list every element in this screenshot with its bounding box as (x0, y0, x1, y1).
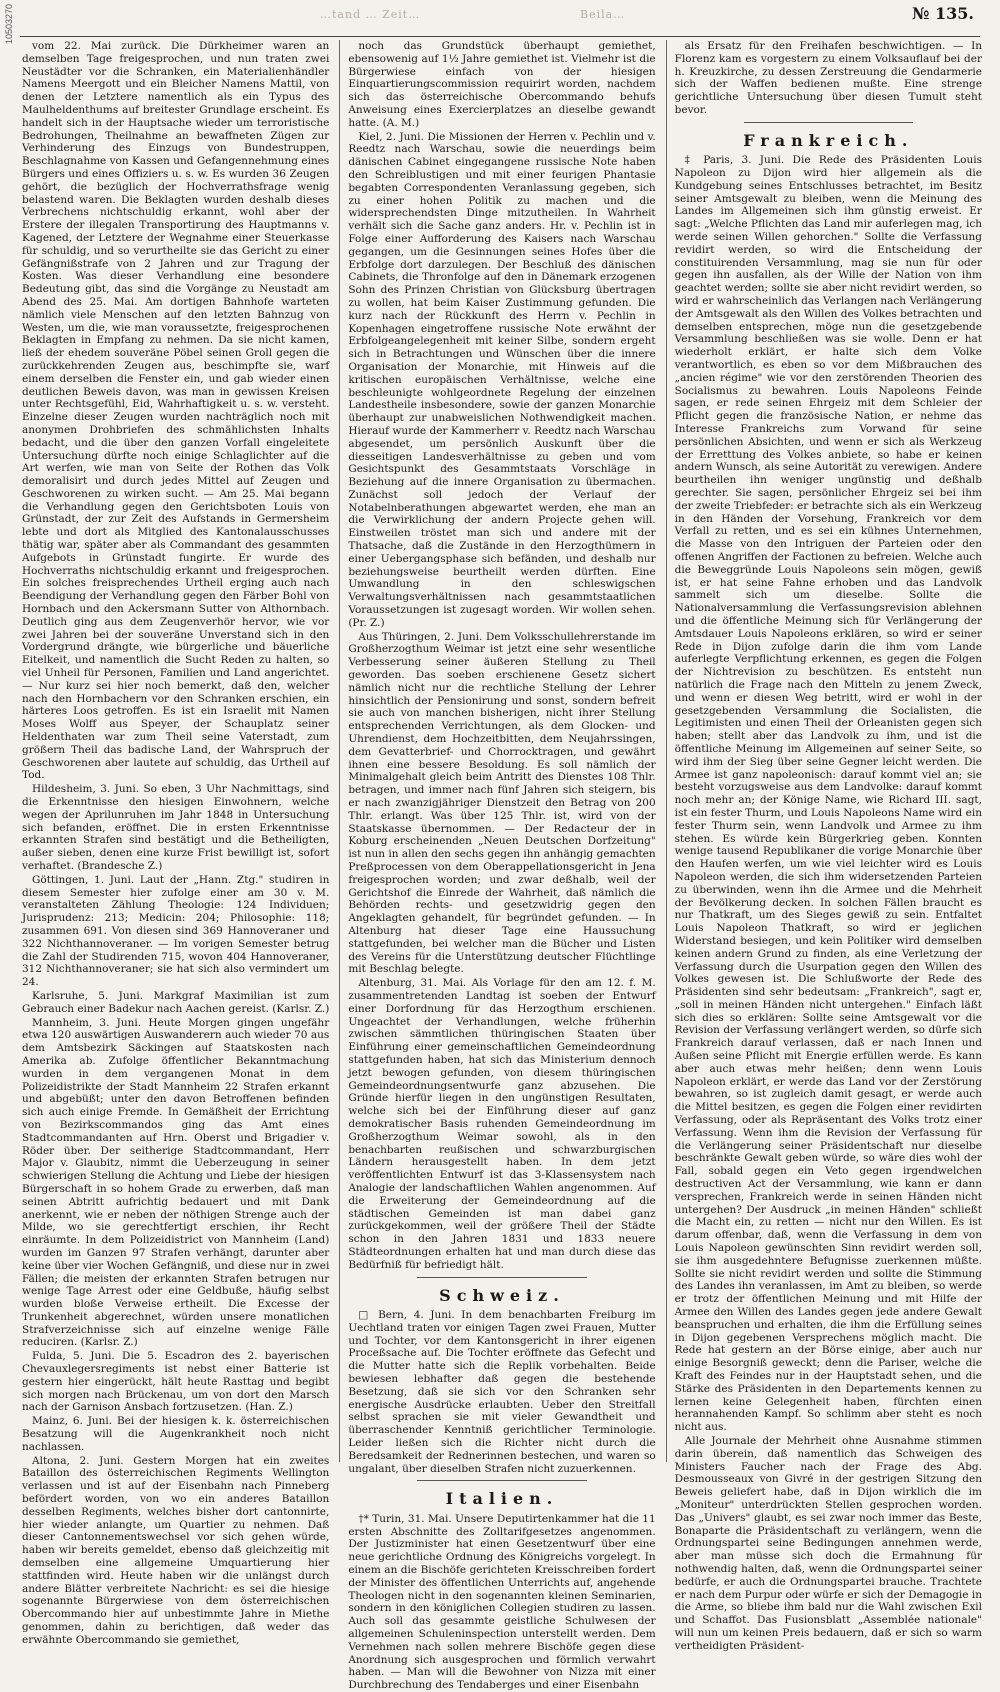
masthead-bleedthrough-right: Beila… (580, 8, 626, 21)
article-bern: □ Bern, 4. Juni. In dem benachbarten Freiburg im Uechtland traten vor einigen Tagen zwei Frauen, Mutter und Tochter, vor dem Kantonsgericht in ihrer eigenen Proceßsache auf. Die Tochter eröffnete das Gefecht und die Mutter hatte sich die Replik vorbehalten. Beide bewiesen lebhafter daß gegen die bestehende Besetzung, daß sie sich vor den Schranken sehr energische Ausdrücke erlaubten. Ueber den Streitfall selbst sprachen sie mit vieler Gewandtheit und überraschender Kenntniß gerichtlicher Terminologie. Leider ließen sich die Richter nicht durch die Beredsamkeit der Rednerinnen bestechen, und waren so ungalant, über dieselben Strafen nicht zuzuerkennen. (348, 1309, 656, 1475)
article-journale: Alle Journale der Mehrheit ohne Ausnahme stimmen darin überein, daß namentlich das Schweigen des Ministers Faucher nach der Frage des Abg. Desmousseaux von Givré in der gestrigen Sitzung den Beweis geliefert habe, daß in Dijon wirklich die im „Moniteur" unterdrückten Stellen gesprochen worden. Das „Univers" glaubt, es sei zwar noch immer das Beste, Bonaparte die Präsidentschaft zu verlängern, wenn die Ordnungspartei seine Bedingungen annehmen werde, aber man müsse sich doch die Ermahnung für nothwendig halten, daß, wenn die Ordnungspartei seiner bedürfe, er auch die Ordnungspartei brauche. Trachtete er nach dem Purpur oder würfe er sich der Demagogie in die Arme, so bliebe ihm bald nur die Wahl zwischen Exil und Schaffot. Das Fusionsblatt „Assemblée nationale" will nun um keinen Preis bedauern, daß er sich so warm vertheidigten Präsident- (674, 1434, 982, 1652)
issue-number: № 135. (912, 4, 974, 23)
section-divider (417, 1277, 586, 1278)
article-paris: ‡ Paris, 3. Juni. Die Rede des Präsidenten Louis Napoleon zu Dijon wird hier allgemein als die Kundgebung seines Entschlusses betrachtet, im Besitz seiner Amtsgewalt zu bleiben, wenn die Meinung des Landes im Allgemeinen sich ihm günstig erweist. Er sagt: „Welche Pflichten das Land mir auferlegen mag, ich werde seinen Willen gehorchen." Sollte die Verfassung revidirt werden, so wird die Entscheidung der constituirenden Versammlung, mag sie nun für oder gegen ihn ausfallen, als der Wille der Nation von ihm geachtet werden; sollte sie aber nicht revidirt werden, so wird er wahrscheinlich das Verlangen nach Verlängerung der Amtsgewalt als den Willen des Volkes betrachten und demselben entsprechen, möge nun die gesetzgebende Versammlung beschließen was sie wolle. Denn er hat wiederholt erklärt, er halte sich dem Volke verantwortlich, es eben so vor dem Mißbrauchen des „ancien régime" wie vor den zerstörenden Theorien des Socialismus zu bewahren. Louis Napoleons Feinde sagen, er rede seinen Ehrgeiz mit dem Schleier der Pflicht gegen die französische Nation, er nehme das Interesse Frankreichs zum Vorwand für seine persönlichen Absichten, und wenn er sich als Werkzeug der Erretttung des Volkes anbiete, so habe er keinen andern Wunsch, als seine Autorität zu verewigen. Andere beurtheilen ihn weniger ungünstig und deßhalb gerechter. Sie sagen, persönlicher Ehrgeiz sei bei ihm der zweite Triebfeder: er betrachte sich als ein Werkzeug in den Händen der Vorsehung, Frankreich vor dem Verfall zu retten, und es sei ein kühnes Unternehmen, die Masse von den Intriguen der Parteien oder den offenen Angriffen der Factionen zu befreien. Welche auch die Beweggründe Louis Napoleons sein mögen, gewiß ist, er hat seine Fahne erhoben und das Landvolk sammelt sich um dieselbe. Sollte die Nationalversammlung die Verfassungsrevision ablehnen und die öffentliche Meinung sich für Verlängerung der Amtsdauer Louis Napoleons erklären, so wird er seiner Rede in Dijon zufolge darin die ihm vom Lande auferlegte Verpflichtung erkennen, es gegen die Folgen der Nichtrevision zu beschützen. Es entsteht nun natürlich die Frage nach den Mitteln zu jenem Zweck, und wenn er diesen Weg betritt, wird er wohl in der gesetzgebenden Versammlung die Socialisten, die Legitimisten und einen Theil der Orleanisten gegen sich haben; stellt aber das Landvolk zu ihm, und ist die öffentliche Meinung im Allgemeinen auf seiner Seite, so wird ihm der Sieg über seine Gegner leicht werden. Die Armee ist ganz napoleonisch: darauf kommt viel an; sie besteht vorzugsweise aus dem Landvolke: darauf kommt noch mehr an; der Könige Name, wie Richard III. sagt, ist ein fester Thurm, und Louis Napoleons Name wird ein fester Thurm sein, wenn Landvolk und Armee zu ihm stehen. Es würde kein Bürgerkrieg geben. Konnten wenige tausend Republikaner die vorige Monarchie über den Haufen werfen, um wie viel leichter wird es Louis Napoleon werden, die sich ihm widersetzenden Parteien zu überwinden, wenn ihn die Armee und die Mehrheit der Bevölkerung decken. In solchen Fällen braucht es nur Thatkraft, um des Sieges gewiß zu sein. Entfaltet Louis Napoleon Thatkraft, so wird er jeglichen Widerstand besiegen, und kein Politiker wird demselben keinen andern Grund zu finden, als eine Verletzung der Verfassung durch die Usurpation gegen den Willen des Volkes gewesen ist. Die Schlußworte der Rede des Präsidenten sind sehr bedeutsam: „Frankreich", sagt er, „soll in meinen Händen nicht untergehen." Einfach läßt sich dies so erklären: Sollte seine Amtsgewalt vor die Revision der Verfassung verlängert werden, so dürfe sich Frankreich darauf verlassen, daß er nach Innen und Außen seine Pflicht mit Energie erfüllen werde. Es kann aber auch etwas mehr heißen; denn wenn Louis Napoleon erklärt, er werde das Land vor der Zerstörung bewahren, so ist zugleich damit gesagt, er werde auch die Mittel besitzen, es gegen die Folgen einer revidirten Verfassung, oder als Repräsentant des Volks trotz einer Verfassung. Wenn ihm die Revision der Verfassung für die Verlängerung seiner Präsidentschaft nur dieselbe beschränkte Gewalt geben würde, so wäre dies wohl der Fall, sobald gegen ein Veto gegen irgendwelchen destructiven Act der Versammlung, wie kann er dann versprechen, Frankreich werde in seinen Händen nicht untergehen? Der Ausdruck „in meinen Händen" schließt die Macht ein, zu retten — nicht nur den Willen. Es ist darum offenbar, daß, wenn die Verfassung in dem von Louis Napoleon gewünschten Sinn revidirt werden soll, sie ihm ausgedehntere Befugnisse zuerkennen müßte. Sollte sie nicht revidirt werden und sollte die Stimmung des Landes ihn veranlassen, im Amt zu bleiben, so werde er trotz der öffentlichen Meinung und mit Hilfe der Armee den Willen des Landes gegen jede andere Gewalt beanspruchen und erhalten, die ihm die Erfüllung seines in Dijon gegebenen Versprechens möglich macht. Die Rede hat gestern an der Börse einige, aber auch nur einige Besorgniß geweckt; denn die Pariser, welche die Kraft des Feindes nur in der Hauptstadt sehen, und die Stärke des Präsidenten in den Departements kennen zu lernen keine Gelegenheit haben, fürchten einen herannahenden Kampf. So schlimm aber steht es noch nicht aus. (674, 154, 982, 1434)
article-altona: Altona, 2. Juni. Gestern Morgen hat ein zweites Bataillon des österreichischen Regiments Wellington verlassen und ist auf der Eisenbahn nach Pinneberg befördert worden, von wo ein anderes Bataillon desselben Regiments, welches bisher dort cantonnirte, hier wieder anlangte, um Quartier zu nehmen. Daß dieser Cantonnementswechsel vor sich gehen würde, haben wir bereits gemeldet, ebenso daß gleichzeitig mit demselben eine allgemeine Umquartierung hier stattfinden wird. Heute haben wir die unlängst durch andere Blätter verbreitete Nachricht: es sei die hiesige sogenannte Bürgerwiese von dem österreichischen Obercommando hier auf unbestimmte Jahre in Miethe genommen, dahin zu berichtigen, daß weder das erwähnte Obercommando sie gemiethet, (22, 1454, 330, 1646)
article-turin: †* Turin, 31. Mai. Unsere Deputirtenkammer hat die 11 ersten Abschnitte des Zolltarifgesetzes angenommen. Der Justizminister hat einen Gesetzentwurf über eine neue gerichtliche Ordnung des Königreichs vorgelegt. In einem an die Bischöfe gerichteten Kreisschreiben fordert der Minister des öffentlichen Unterrichts auf, angehende Theologen nicht in den sogenannten kleinen Seminarien, sondern in den königlichen Collegien studiren zu lassen. Auch soll das gesammte geistliche Schulwesen der allgemeinen Schuleninspection unterstellt werden. Dem Vernehmen nach sollen mehrere Bischöfe gegen diese Anordnung sich ausgesprochen und förmlich verwahrt haben. — Man will die Bewohner von Nizza mit einer Durchbrechung des Tendaberges und einer Eisenbahn (348, 1512, 656, 1692)
article-mainz: Mainz, 6. Juni. Bei der hiesigen k. k. österreichischen Besatzung will die Augenkrankheit noch nicht nachlassen. (22, 1415, 330, 1453)
article-mannheim: Mannheim, 3. Juni. Heute Morgen gingen ungefähr etwa 120 auswärtigen Auswanderern auch wieder 70 aus dem Amtsbezirk Säckingen auf Staatskosten nach Amerika ab. Zufolge öffentlicher Bekanntmachung wurden in dem vergangenen Monat in dem Polizeidistrikte der Stadt Mannheim 22 Strafen erkannt und abgebüßt; unter den davon Betroffenen befinden sich auch einige Fremde. In Gemäßheit der Errichtung von Bezirkscommandos ging das Amt eines Stadtcommandanten auf Hrn. Oberst und Brigadier v. Röder über. Der seitherige Stadtcommandant, Herr Major v. Glaubitz, nimmt die Ueberzeugung in seiner schwierigen Stellung die Achtung und Liebe der hiesigen Bürgerschaft in so hohem Grade zu erwerben, daß man seinen Abtritt aufrichtig bedauert und mit Dank anerkennt, wie er neben der nöthigen Strenge auch der Milde, wo sie gerechtfertigt erschien, ihr Recht einräumte. In dem Polizeidistrict von Mannheim (Land) wurden im Ganzen 97 Strafen verhängt, darunter aber keine über vier Wochen Gefängniß, und diese nur in zwei Fällen; die meisten der erkannten Strafen betrugen nur wenige Tage Arrest oder eine Geldbuße, häufig selbst wurden bloße Verweise ertheilt. Die Excesse der Trunkenheit abgerechnet, würden unsere monatlichen Strafverzeichnisse sich auf einzelne wenige Fälle reduciren. (Karlsr. Z.) (22, 1016, 330, 1349)
article-goettingen: Göttingen, 1. Juni. Laut der „Hann. Ztg." studiren in diesem Semester hier zufolge einer am 30 v. M. veranstalteten Zählung Theologie: 124 Individuen; Jurisprudenz: 213; Medicin: 204; Philosophie: 118; zusammen 691. Von diesen sind 369 Hannoveraner und 322 Nichthannoveraner. — Im vorigen Semester betrug die Zahl der Studirenden 715, wovon 404 Hannoveraner, 312 Nichthannoveraner; sie hat sich also vermindert um 24. (22, 873, 330, 989)
section-heading-italien: Italien. (445, 1489, 559, 1509)
article-pfalz-trials: vom 22. Mai zurück. Die Dürkheimer waren an demselben Tage freigesprochen, und nun traten zwei Neustädter vor die Schranken, ein Materialienhändler Namens Meergott und ein Bleicher Namens Mattil, von denen der Letztere namentlich als ein Typus des Maulheldenthums auf breitester Grundlage erscheint. Es handelt sich in der Hauptsache wieder um terroristische Bedrohungen, Theilnahme an bewaffneten Zügen zur Verhinderung des Einzugs von Bundestruppen, Beschlagnahme von Kassen und Gefangennehmung eines Bürgers und eines Offiziers u. s. w. Es wurden 36 Zeugen gehört, die bezüglich der Hochverrathsfrage wenig belastend waren. Die Beklagten wurden deshalb dieses Verbrechens nichtschuldig erkannt, wohl aber der Erstere der illegalen Transportirung des Hauptmanns v. Kagened, der Letztere der Wegnahme einer Steuerkasse für schuldig, und so verurtheilte sie das Gericht zu einer Gefängnißstrafe von 2 Jahren und zur Tragung der Kosten. Was dieser Verhandlung eine besondere Bedeutung gibt, das sind die Vorgänge zu Neustadt am Abend des 25. Mai. Am dortigen Bahnhofe warteten nämlich viele Menschen auf den letzten Bahnzug von Westen, um die, wie man voraussetzte, freigesprochenen Beklagten in Empfang zu nehmen. Da sie nicht kamen, ließ der ehedem souveräne Pöbel seinen Groll gegen die zurückkehrenden Zeugen aus, beschimpfte sie, warf einem derselben die Fenster ein, und gab wieder einen deutlichen Beweis davon, was man in gewissen Kreisen unter Rechtsgefühl, Eid, Wahrhaftigkeit u. s. w. versteht. Einzelne dieser Zeugen wurden nachträglich noch mit anonymen Drohbriefen des schmählichsten Inhalts bedacht, und die über den ganzen Vorfall eingeleitete Untersuchung dürfte noch einige Schlaglichter auf die Art werfen, wie man von Seite der Rothen das Volk demoralisirt und durch jedes Mittel auf Zeugen und Geschworenen zu wirken sucht. — Am 25. Mai begann die Verhandlung gegen den Gerichtsboten Louis von Grünstadt, der zur Zeit des Aufstands in Germersheim lebte und dort als Mitglied des Kantonalausschusses thätig war, später aber als Commandant des gesammten Aufgebots in Grünstadt fungirte. Er wurde des Hochverraths nichtschuldig erkannt und freigesprochen. Ein solches freisprechendes Urtheil erging auch nach Beendigung der Verhandlung gegen den Färber Bohl von Hornbach und den Ackersmann Sutter von Althornbach. Deutlich ging aus dem Zeugenverhör hervor, wie vor zwei Jahren bei der souveräne Unverstand sich in den Vordergrund drängte, wie bürgerliche und bäuerliche Eitelkeit, und namentlich die Sucht Reden zu halten, so viel Unheil für Personen, Familien und Land angerichtet. — Nur kurz sei hier noch bemerkt, daß den, welcher nach den Hornbachern vor den Schranken erschien, ein härteres Loos getroffen. Es ist ein Israelit mit Namen Moses Wolff aus Speyer, der Schauplatz seiner Heldenthaten war zum Theil seine Vaterstadt, zum größern Theil das badische Land, der Wahrspruch der Geschworenen aber lautete auf schuldig, das Urtheil auf Tod. (22, 40, 330, 782)
section-heading-schweiz: Schweiz. (439, 1285, 565, 1305)
section-heading-frankreich: Frankreich. (743, 130, 914, 150)
section-divider (417, 1480, 586, 1481)
masthead-rule (20, 36, 980, 37)
column-3 (666, 40, 982, 1652)
article-kiel: Kiel, 2. Juni. Die Missionen der Herren v. Pechlin und v. Reedtz nach Warschau, sowie die neuerdings beim dänischen Cabinet eingegangene russische Note haben den Schreiblustigen und mit einer feurigen Phantasie begabten Correspondenten Veranlassung gegeben, sich zu einer hohen Politik zu machen und die widersprechendsten Dinge mitzutheilen. In Wahrheit verhält sich die Sache ganz anders. Hr. v. Pechlin ist in Folge einer Aufforderung des Kaisers nach Warschau gegangen, um die Gesinnungen seines Hofes über die Erbfolge dort darzulegen. Der Beschluß des dänischen Cabinets, die Thronfolge auf den in Dänemark erzogenen Sohn des Prinzen Christian von Glücksburg übertragen zu wollen, hat beim Kaiser Zustimmung gefunden. Die kurz nach der Rückkunft des Herrn v. Pechlin in Kopenhagen eingetroffene russische Note erwähnt der Erbfolgeangelegenheit mit keiner Silbe, sondern ergeht sich in Betrachtungen und Wünschen über die innere Organisation der Monarchie, mit Hinweis auf die kritischen europäischen Verhältnisse, welche eine beschleunigte wohlgeordnete Regelung der einzelnen Landestheile insbesondere, sowie der ganzen Monarchie überhaupt zur unabweislichen Nothwendigkeit machen. Hierauf wurde der Kammerherr v. Reedtz nach Warschau abgesendet, um persönlich Auskunft über die diesseitigen Landesverhältnisse zu geben und vom Gesichtspunkt des Gesammtstaats Vorschläge in Beziehung auf die innere Organisation zu übermachen. Zunächst soll jedoch der Verlauf der Notabelnberathungen abgewartet werden, ehe man an die Verwirklichung der andern Projecte gehen will. Einstweilen tröstet man sich und andere mit der Thatsache, daß die Zustände in den Herzogthümern in einer Uebergangsphase sich befänden, und deshalb nur beziehungsweise beurtheilt werden dürften. Eine Umwandlung in den schleswigschen Verwaltungsverhältnissen nach gesammtstaatlichen Voraussetzungen ist zugesagt worden. Wir wollen sehen. (Pr. Z.) (348, 130, 656, 629)
section-divider (744, 122, 913, 123)
article-fulda: Fulda, 5. Juni. Die 5. Escadron des 2. bayerischen Chevauxlegersregiments ist nebst einer Batterie ist gestern hier eingerückt, hält heute Rasttag und begibt sich morgen nach Brückenau, um von dort den Marsch nach der Garnison Ansbach fortzusetzen. (Han. Z.) (22, 1350, 330, 1414)
column-1 (22, 40, 330, 1646)
article-hildesheim: Hildesheim, 3. Juni. So eben, 3 Uhr Nachmittags, sind die Erkenntnisse den hiesigen Einwohnern, welche wegen der Aprilunruhen im Jahr 1848 in Untersuchung sich befanden, eröffnet. Die in ersten Erkenntnisse erkannten Strafen sind bestätigt und die Betheiligten, außer sieben, denen eine kurze Frist bewilligt ist, sofort verhaftet. (Brandesche Z.) (22, 783, 330, 872)
article-altona-continued: noch das Grundstück überhaupt gemiethet, ebensowenig auf 1½ Jahre gemiethet ist. Vielmehr ist die Bürgerwiese einfach von der hiesigen Einquartierungscommission requirirt worden, nachdem sich das österreichische Obercommando behufs Anweisung eines Exercierplatzes an dieselbe gewandt hatte. (A. M.) (348, 40, 656, 129)
article-columns (22, 40, 982, 1692)
article-thueringen: Aus Thüringen, 2. Juni. Dem Volksschullehrerstande im Großherzogthum Weimar ist jetzt eine sehr wesentliche Verbesserung seiner äußeren Stellung zu Theil geworden. Das soeben erschienene Gesetz sichert nämlich nicht nur die rechtliche Stellung der Lehrer hinsichtlich der Pensionirung und sonst, sondern befreit sie auch von manchen bisherigen, nicht ihrer Stellung entsprechenden Verrichtungen, als dem Glocken- und Uhrendienst, dem Hochzeitbitten, dem Neujahrssingen, dem Gevatterbrief- und Chorrocktragen, und gewährt ihnen eine bessere Besoldung. Es soll nämlich der Minimalgehalt gleich beim Antritt des Dienstes 108 Thlr. betragen, und immer nach fünf Jahren sich steigern, bis er nach zwanzigjähriger Dienstzeit den Betrag von 200 Thlr. erlangt. Was über 125 Thlr. ist, wird von der Staatskasse übernommen. — Der Redacteur der in Koburg erscheinenden „Neuen Deutschen Dorfzeitung" ist nun in allen den sechs gegen ihn anhängig gemachten Preßprocessen von dem Oberappellationsgericht in Jena freigesprochen worden; und zwar deßhalb, weil der Gerichtshof die Einrede der Wahrheit, daß nämlich die Behörden rechts- und gesetzwidrig gegen den Angeklagten gehandelt, für begründet gefunden. — In Altenburg hat dieser Tage eine Haussuchung stattgefunden, bei welcher man die Bücher und Listen des Vereins für die Unterstützung deutscher Flüchtlinge mit Beschlag belegte. (348, 630, 656, 976)
article-turin-continued: als Ersatz für den Freihafen beschwichtigen. — In Florenz kam es vorgestern zu einem Volksauflauf bei der h. Kreuzkirche, zu dessen Zerstreuung die Gendarmerie sich der Waffen bedienen mußte. Eine strenge gerichtliche Untersuchung über diesen Tumult steht bevor. (674, 40, 982, 116)
article-karlsruhe: Karlsruhe, 5. Juni. Markgraf Maximilian ist zum Gebrauch einer Badekur nach Aachen gereist. (Karlsr. Z.) (22, 989, 330, 1015)
column-2 (339, 40, 656, 1692)
article-altenburg: Altenburg, 31. Mai. Als Vorlage für den am 12. f. M. zusammentretenden Landtag ist soeben der Entwurf einer Dorfordnung für das Herzogthum erschienen. Ungeachtet der Verhandlungen, welche früherhin zwischen sämmtlichen thüringischen Staaten über Einführung einer gemeinschaftlichen Gemeindeordnung stattgefunden haben, hat sich das Ministerium dennoch jetzt bewogen gefunden, von diesem thüringischen Gemeindeordnungsentwurfe ganz abzusehen. Die Gründe hierfür liegen in den ungünstigen Resultaten, welche sich bei der Einführung dieser auf ganz demokratischer Basis ruhenden Gemeindeordnung im Großherzogthum Weimar sowohl, als in den benachbarten reußischen und schwarzburgischen Ländern herausgestellt haben. In dem jetzt veröffentlichten Entwurf ist das 3-Klassensystem nach Analogie der landschaftlichen Wahlen angenommen. Auf die Erweiterung der Gemeindeordnung auf die städtischen Gemeinden ist man dabei ganz zurückgekommen, weil der größere Theil der Städte schon in den Jahren 1831 und 1833 neuere Städteordnungen erhalten hat und man durch diese das Bedürfniß für befriedigt hält. (348, 977, 656, 1271)
masthead-bleedthrough-left: …tand … Zeit… (320, 8, 421, 21)
archive-id: 10503270 (4, 4, 14, 45)
